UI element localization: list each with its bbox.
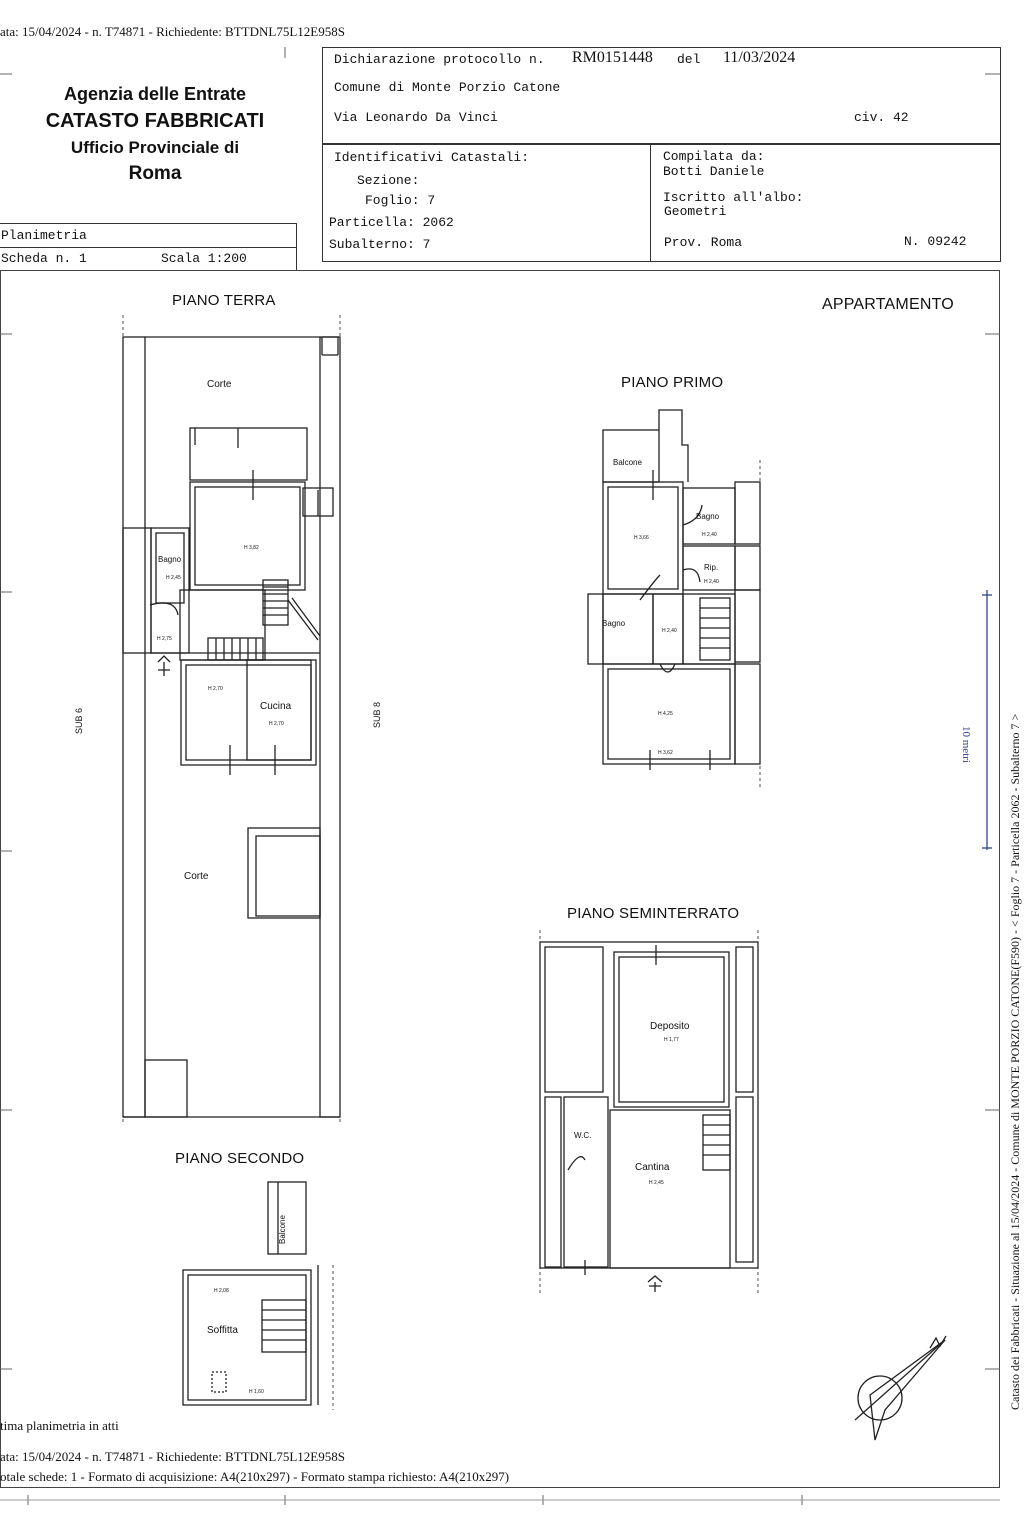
terra-h1: H 3,82 bbox=[244, 545, 259, 551]
province: Prov. Roma bbox=[664, 235, 743, 250]
sem-h2: H 2,45 bbox=[649, 1180, 664, 1186]
scheda-label: Scheda n. 1 bbox=[1, 251, 87, 266]
ufficio-line: Ufficio Provinciale di bbox=[70, 138, 240, 157]
terra-corte-top: Corte bbox=[207, 379, 232, 390]
piano-secondo-title: PIANO SECONDO bbox=[175, 1150, 305, 1167]
civico: civ. 42 bbox=[854, 110, 909, 125]
vertical-caption: Catasto dei Fabbricati - Situazione al 15/04/2024 - Comune di MONTE PORZIO CATONE(F590) - < Foglio 7 - Particella 2062 - Subalterno 7 > bbox=[1008, 713, 1022, 1410]
secondo-h2: H 1,60 bbox=[249, 1389, 264, 1395]
primo-h5: H 4,25 bbox=[658, 711, 673, 717]
primo-ripostiglio: Rip. bbox=[704, 563, 719, 572]
primo-bagno-2: Bagno bbox=[602, 619, 626, 628]
primo-h1: H 3,66 bbox=[634, 535, 649, 541]
compiled-name: Botti Daniele bbox=[663, 164, 765, 179]
appartamento-label: APPARTAMENTO bbox=[822, 296, 954, 313]
secondo-h1: H 2,08 bbox=[214, 1288, 229, 1294]
terra-h3: H 2,75 bbox=[157, 636, 172, 642]
footer-ultima: tima planimetria in atti bbox=[0, 1418, 119, 1433]
agency-name: Agenzia delle Entrate bbox=[63, 84, 247, 104]
primo-bagno-1: Bagno bbox=[696, 512, 720, 521]
declaration-number: RM0151448 bbox=[572, 49, 653, 66]
terra-h5: H 2,70 bbox=[269, 721, 284, 727]
identifiers-title: Identificativi Catastali: bbox=[334, 150, 530, 165]
primo-balcone: Balcone bbox=[613, 458, 642, 467]
terra-h2: H 2,45 bbox=[166, 575, 181, 581]
terra-bagno: Bagno bbox=[158, 555, 182, 564]
sezione: Sezione: bbox=[357, 173, 420, 188]
foglio: Foglio: 7 bbox=[365, 193, 436, 208]
primo-h3: H 2,40 bbox=[704, 579, 719, 585]
sem-wc: W.C. bbox=[574, 1131, 592, 1140]
scale-bar-label: 10 metri bbox=[960, 726, 972, 763]
piano-terra-title: PIANO TERRA bbox=[172, 292, 276, 309]
via-line: Via Leonardo Da Vinci bbox=[334, 110, 498, 125]
albo-value: Geometri bbox=[664, 204, 727, 219]
terra-h4: H 2,70 bbox=[208, 686, 223, 692]
terra-cucina: Cucina bbox=[260, 701, 292, 712]
footer-totale: otale schede: 1 - Formato di acquisizione: A4(210x297) - Formato stampa richiesto: A4(210x297) bbox=[0, 1469, 510, 1484]
comune-line: Comune di Monte Porzio Catone bbox=[334, 80, 561, 95]
sub8-label: SUB 8 bbox=[372, 701, 383, 729]
footer-data: ata: 15/04/2024 - n. T74871 - Richiedente: BTTDNL75L12E958S bbox=[0, 1449, 345, 1464]
primo-h6: H 3,62 bbox=[658, 750, 673, 756]
compiled-label: Compilata da: bbox=[663, 149, 765, 164]
sem-cantina: Cantina bbox=[635, 1162, 670, 1173]
secondo-balcone: Balcone bbox=[277, 1215, 287, 1244]
primo-h2: H 2,40 bbox=[702, 532, 717, 538]
sub6-label: SUB 6 bbox=[74, 707, 85, 735]
scala-label: Scala 1:200 bbox=[161, 251, 247, 266]
particella: Particella: 2062 bbox=[329, 215, 454, 230]
primo-h4: H 2,40 bbox=[662, 628, 677, 634]
declaration-prefix: Dichiarazione protocollo n. bbox=[334, 52, 545, 67]
sem-h1: H 1,77 bbox=[664, 1037, 679, 1043]
secondo-soffitta: Soffitta bbox=[207, 1325, 238, 1336]
declaration-date: 11/03/2024 bbox=[723, 49, 796, 66]
planimetria-label: Planimetria bbox=[1, 228, 87, 243]
piano-primo-title: PIANO PRIMO bbox=[621, 374, 724, 391]
albo-number: N. 09242 bbox=[904, 234, 967, 249]
header-request-line: ata: 15/04/2024 - n. T74871 - Richiedente: BTTDNL75L12E958S bbox=[0, 24, 345, 39]
piano-seminterrato-title: PIANO SEMINTERRATO bbox=[567, 905, 740, 922]
albo-label: Iscritto all'albo: bbox=[663, 190, 804, 205]
terra-corte-bottom: Corte bbox=[184, 871, 209, 882]
subalterno: Subalterno: 7 bbox=[329, 237, 431, 252]
declaration-del: del bbox=[677, 52, 701, 67]
ufficio-city: Roma bbox=[128, 163, 182, 184]
catasto-title: CATASTO FABBRICATI bbox=[45, 110, 265, 132]
sem-deposito: Deposito bbox=[650, 1021, 690, 1032]
